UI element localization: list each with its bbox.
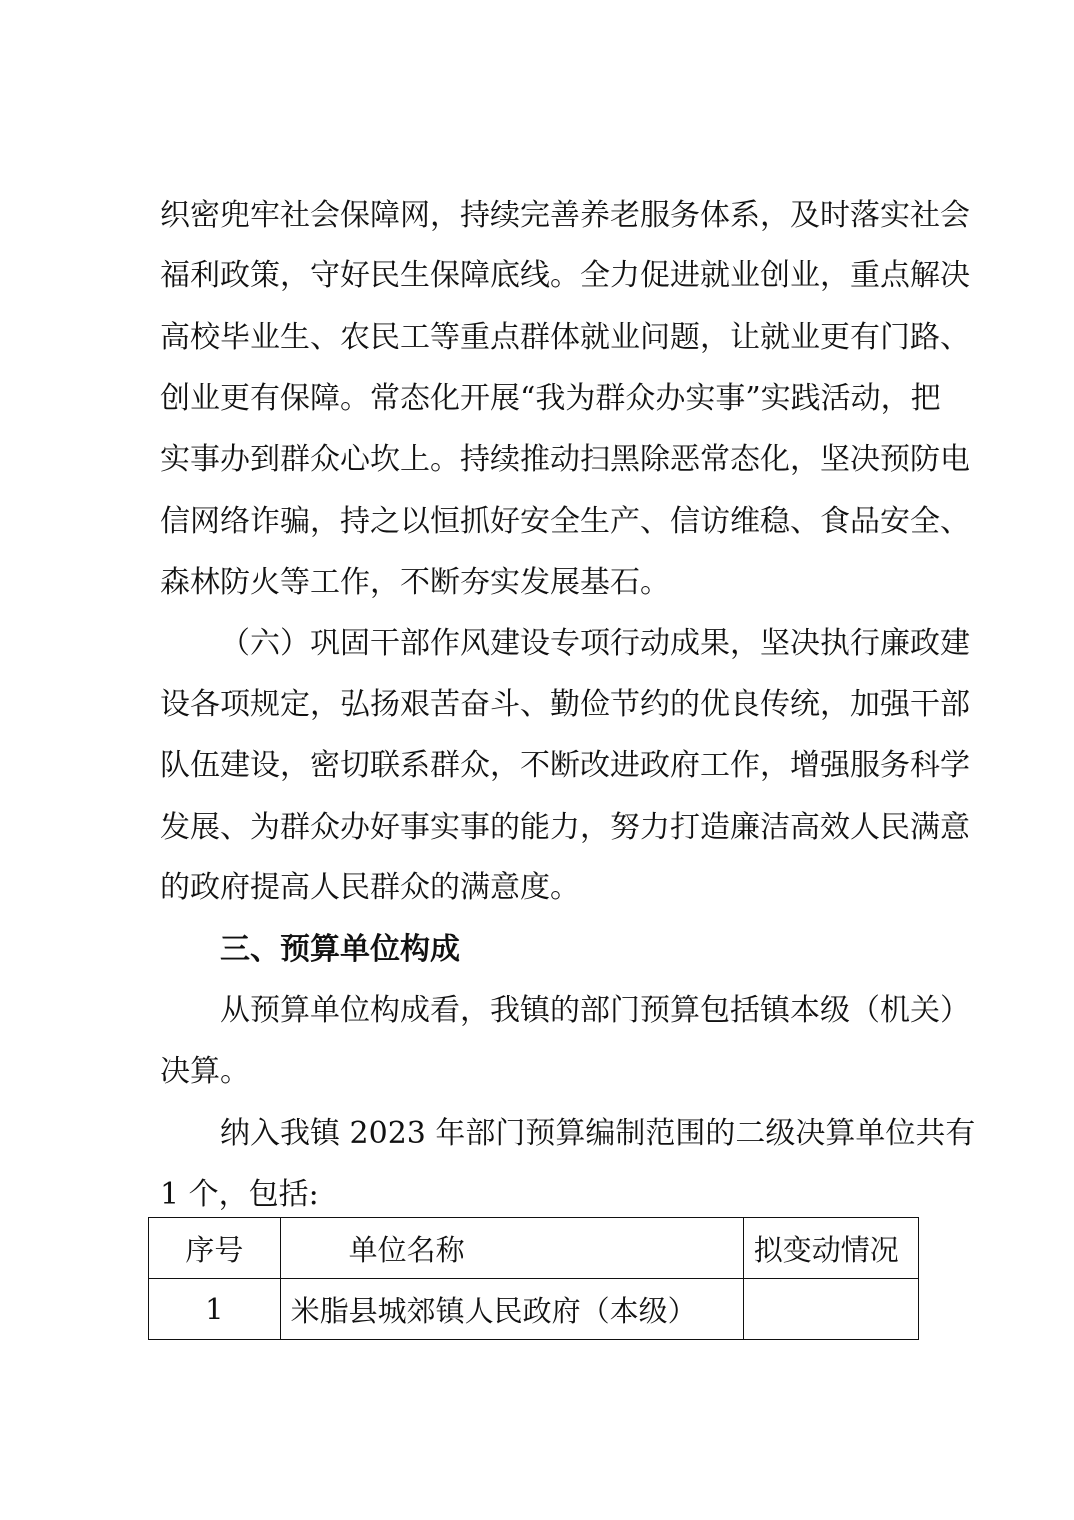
paragraph-line: 纳入我镇 2023 年部门预算编制范围的二级决算单位共有 bbox=[220, 1116, 976, 1151]
paragraph-line: 决算。 bbox=[160, 1054, 250, 1089]
paragraph-line: 发展、为群众办好事实事的能力，努力打造廉洁高效人民满意 bbox=[160, 810, 970, 845]
paragraph-line: 创业更有保障。常态化开展“我为群众办实事”实践活动，把 bbox=[160, 381, 941, 416]
paragraph-line: 设各项规定，弘扬艰苦奋斗、勤俭节约的优良传统，加强干部 bbox=[160, 687, 970, 722]
paragraph-line: 实事办到群众心坎上。持续推动扫黑除恶常态化，坚决预防电 bbox=[160, 442, 970, 477]
paragraph-line: 福利政策，守好民生保障底线。全力促进就业创业，重点解决 bbox=[160, 258, 970, 293]
table-header-row bbox=[149, 1218, 919, 1279]
budget-units-table bbox=[148, 1217, 919, 1340]
paragraph-line: 1 个，包括: bbox=[160, 1177, 319, 1212]
paragraph-line: 高校毕业生、农民工等重点群体就业问题，让就业更有门路、 bbox=[160, 320, 970, 355]
table-row bbox=[149, 1279, 919, 1340]
section-heading: 三、预算单位构成 bbox=[220, 932, 460, 967]
paragraph-line: 队伍建设，密切联系群众，不断改进政府工作，增强服务科学 bbox=[160, 748, 970, 783]
paragraph-line: 的政府提高人民群众的满意度。 bbox=[160, 870, 580, 905]
paragraph-line: 织密兜牢社会保障网，持续完善养老服务体系，及时落实社会 bbox=[160, 198, 970, 233]
table-cell-index: 1 bbox=[149, 1279, 281, 1340]
paragraph-line: 从预算单位构成看，我镇的部门预算包括镇本级（机关） bbox=[220, 993, 970, 1028]
table-cell-change bbox=[743, 1279, 918, 1340]
paragraph-line: 信网络诈骗，持之以恒抓好安全生产、信访维稳、食品安全、 bbox=[160, 504, 970, 539]
column-header-unit-name: 单位名称 bbox=[280, 1218, 743, 1279]
paragraph-line: 森林防火等工作，不断夯实发展基石。 bbox=[160, 565, 670, 600]
table-cell-unit-name: 米脂县城郊镇人民政府（本级） bbox=[280, 1279, 743, 1340]
paragraph-line: （六）巩固干部作风建设专项行动成果，坚决执行廉政建 bbox=[220, 626, 970, 661]
column-header-index: 序号 bbox=[149, 1218, 281, 1279]
column-header-change: 拟变动情况 bbox=[743, 1218, 918, 1279]
